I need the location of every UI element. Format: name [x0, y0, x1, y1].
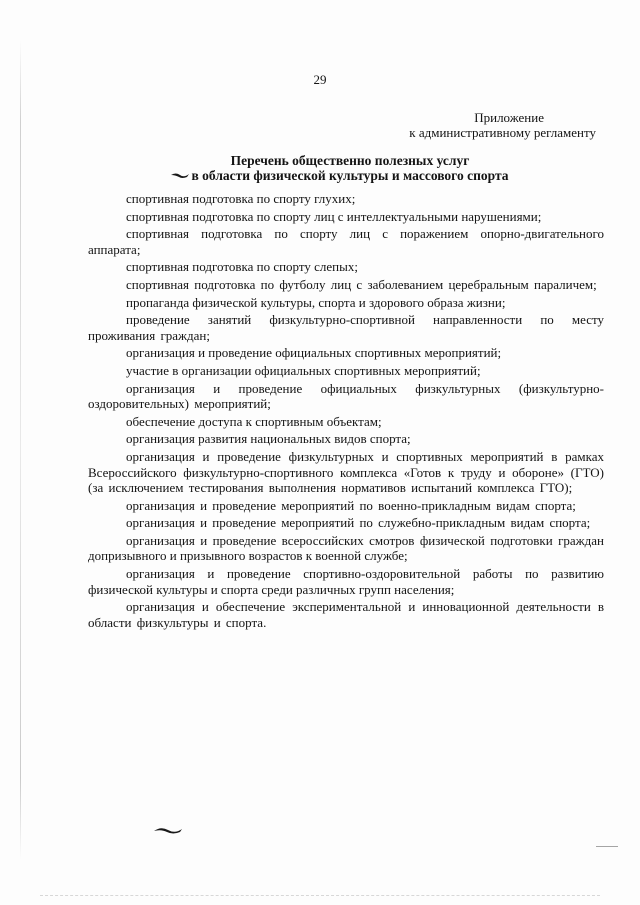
list-item: пропаганда физической культуры, спорта и здорового образа жизни; [126, 294, 506, 310]
ink-blot-mark [170, 171, 190, 179]
list-item: организация развития национальных видов спорта; [126, 431, 411, 447]
list-item: организация и проведение физкультурных и спортивных мероприятий в рамках Всероссийского физкультурно-спортивного комплекса «Готов к труду и обороне» (ГТО) (за исключением тестирования выполнения нормативов испытаний комплекса ГТО); [88, 448, 604, 496]
list-item: организация и обеспечение экспериментальной и инновационной деятельности в области физкультуры и спорта. [88, 599, 604, 630]
list-item: спортивная подготовка по спорту лиц с поражением опорно-двигательного аппарата; [88, 226, 604, 257]
ink-smudge-mark [153, 825, 183, 835]
heading-line-1: Перечень общественно полезных услуг [230, 153, 470, 168]
list-item: организация и проведение мероприятий по служебно-прикладным видам спорта; [126, 515, 591, 531]
heading-line-2: в области физической культуры и массового спорта [191, 168, 509, 183]
list-item: организация и проведение мероприятий по военно-прикладным видам спорта; [126, 497, 576, 513]
list-item: организация и проведение официальных спортивных мероприятий; [126, 345, 502, 361]
appendix-subtitle: к административному регламенту [409, 125, 596, 140]
scan-bottom-edge [40, 895, 600, 896]
scan-dash-mark [596, 846, 618, 847]
list-item: участие в организации официальных спортивных мероприятий; [126, 362, 481, 378]
list-item: организация и проведение всероссийских смотров физической подготовки граждан допризывного и призывного возрастов к военной службе; [88, 532, 604, 564]
appendix-title: Приложение [474, 110, 544, 125]
list-item: спортивная подготовка по спорту глухих; [126, 191, 356, 206]
list-item: проведение занятий физкультурно-спортивной направленности по месту проживания граждан; [88, 312, 604, 343]
list-item: обеспечение доступа к спортивным объектам; [126, 413, 382, 429]
list-item: организация и проведение спортивно-оздоровительной работы по развитию физической культуры и спорта среди различных групп населения; [88, 566, 604, 597]
services-list [88, 191, 604, 632]
list-item: организация и проведение официальных физкультурных (физкультурно-оздоровительных) мероприятий; [88, 380, 604, 412]
document-heading [150, 153, 550, 183]
list-item: спортивная подготовка по футболу лиц с заболеванием церебральным параличем; [126, 276, 597, 292]
appendix-note [409, 110, 596, 140]
page-number: 29 [313, 72, 327, 87]
list-item: спортивная подготовка по спорту слепых; [126, 259, 358, 275]
scan-edge-mark [20, 40, 21, 860]
list-item: спортивная подготовка по спорту лиц с интеллектуальными нарушениями; [126, 208, 542, 224]
